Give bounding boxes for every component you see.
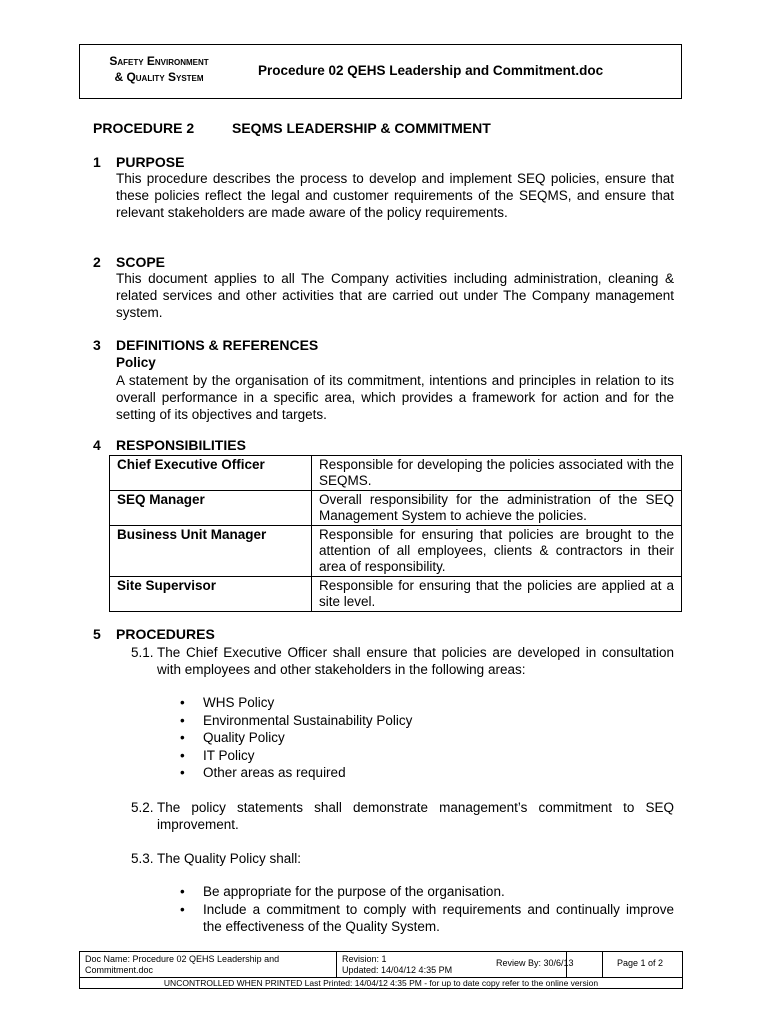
scope-text: This document applies to all The Company activities including administration, cleaning & related services and other activities that are carried out under The Company management system.: [116, 271, 674, 320]
list-item: [180, 712, 412, 730]
section-heading-responsibilities: RESPONSIBILITIES: [116, 437, 246, 453]
list-item: [180, 729, 412, 747]
responsibilities-table: [109, 455, 682, 612]
company-logo: [94, 53, 224, 85]
list-item-text: Environmental Sustainability Policy: [203, 712, 413, 728]
procedure-item: [131, 644, 674, 678]
procedure-title: SEQMS LEADERSHIP & COMMITMENT: [232, 120, 491, 136]
bullet-icon: •: [180, 765, 185, 781]
bullet-icon: •: [180, 884, 185, 899]
definition-text: A statement by the organisation of its commitment, intentions and principles in relation to its overall performance in a specific area, which provides a framework for action and for the setting of its objectives and targets.: [116, 373, 674, 422]
role-cell: Site Supervisor: [110, 577, 312, 612]
bullet-icon: •: [180, 712, 185, 728]
section-number: 3: [93, 337, 101, 353]
list-item-text: Be appropriate for the purpose of the organisation.: [203, 884, 505, 899]
bullet-icon: •: [180, 730, 185, 746]
section-number: 5: [93, 626, 101, 642]
list-item-text: Quality Policy: [203, 730, 285, 746]
list-item: [180, 883, 674, 901]
responsibility-cell: Responsible for ensuring that the policies are applied at a site level.: [312, 577, 682, 612]
footer-page: Page 1 of 2: [617, 958, 664, 968]
procedure-item: [131, 799, 674, 833]
definition-term: Policy: [116, 355, 156, 370]
bullet-icon: •: [180, 901, 185, 917]
list-item-text: WHS Policy: [203, 695, 275, 710]
role-cell: Business Unit Manager: [110, 526, 312, 577]
list-item: [180, 747, 412, 765]
document-footer: [79, 951, 683, 989]
footer-uncontrolled-note: UNCONTROLLED WHEN PRINTED Last Printed: 14/04/12 4:35 PM - for up to date copy refer to the online version: [80, 977, 682, 990]
role-cell: SEQ Manager: [110, 491, 312, 526]
item-text: The policy statements shall demonstrate management’s commitment to SEQ improvement.: [157, 800, 674, 832]
procedure-item: [131, 850, 674, 867]
quality-policy-list: [180, 883, 674, 936]
responsibility-cell: Overall responsibility for the administration of the SEQ Management System to achieve the policies.: [312, 491, 682, 526]
section-number: 2: [93, 254, 101, 270]
item-number: 5.1.: [131, 645, 154, 660]
section-heading-definitions: DEFINITIONS & REFERENCES: [116, 337, 319, 353]
item-text: The Chief Executive Officer shall ensure that policies are developed in consultation with employees and other stakeholders in the following areas:: [157, 645, 674, 677]
item-text: The Quality Policy shall:: [157, 851, 302, 866]
section-number: 4: [93, 437, 101, 453]
document-title: [93, 120, 491, 136]
responsibility-cell: Responsible for developing the policies associated with the SEQMS.: [312, 456, 682, 491]
item-number: 5.2.: [131, 800, 154, 815]
list-item-text: Other areas as required: [203, 765, 346, 781]
policy-area-list: [180, 694, 412, 782]
section-number: 1: [93, 154, 101, 170]
footer-review: Review By: 30/6/13: [491, 952, 603, 977]
role-cell: Chief Executive Officer: [110, 456, 312, 491]
footer-revision: Revision: 1: [342, 954, 387, 964]
section-heading-purpose: PURPOSE: [116, 154, 185, 170]
table-row: [110, 577, 682, 612]
footer-doc-name: Doc Name: Procedure 02 QEHS Leadership and Commitment.doc: [80, 952, 337, 977]
list-item: [180, 764, 412, 782]
responsibility-cell: Responsible for ensuring that policies are brought to the attention of all employees, clients & contractors in their area of responsibility.: [312, 526, 682, 577]
item-number: 5.3.: [131, 851, 154, 866]
section-heading-scope: SCOPE: [116, 254, 166, 270]
logo-line-2: & Quality System: [114, 70, 204, 84]
list-item: [180, 694, 412, 712]
logo-line-1: Safety Environment: [109, 54, 209, 68]
footer-updated: Updated: 14/04/12 4:35 PM: [342, 965, 453, 975]
table-row: [110, 456, 682, 491]
procedure-label: PROCEDURE 2: [93, 120, 195, 136]
header-title: Procedure 02 QEHS Leadership and Commitment.doc: [258, 63, 604, 78]
bullet-icon: •: [180, 695, 185, 710]
list-item-text: Include a commitment to comply with requirements and continually improve the effectiveness of the Quality System.: [203, 901, 674, 935]
purpose-text: This procedure describes the process to develop and implement SEQ policies, ensure that these policies reflect the legal and customer requirements of the SEQMS, and ensure that relevant stakeholders are made aware of the policy requirements.: [116, 171, 674, 220]
table-row: [110, 491, 682, 526]
section-heading-procedures: PROCEDURES: [116, 626, 215, 642]
table-row: [110, 526, 682, 577]
list-item: [180, 901, 674, 936]
bullet-icon: •: [180, 747, 185, 763]
list-item-text: IT Policy: [203, 747, 255, 763]
